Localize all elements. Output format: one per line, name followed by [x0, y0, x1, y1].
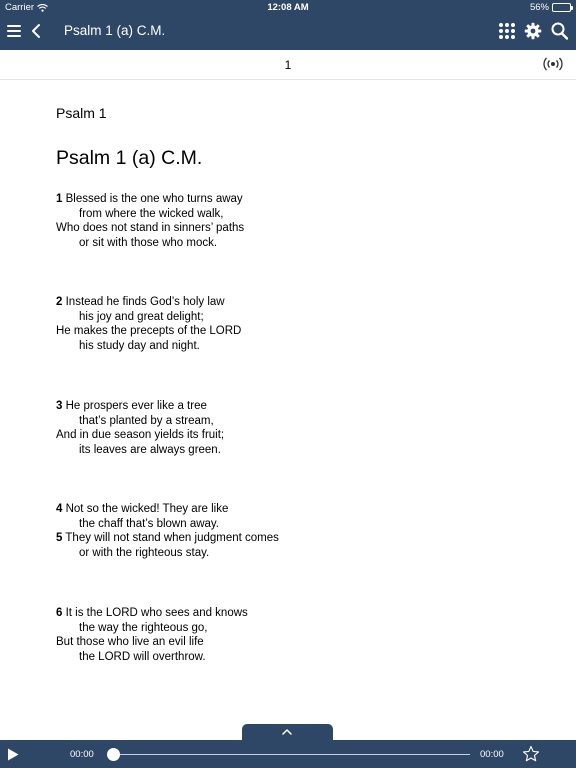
psalm-heading: Psalm 1 — [56, 105, 107, 121]
verse-line — [56, 207, 244, 222]
menu-icon[interactable] — [7, 25, 21, 37]
verse-line — [56, 621, 248, 636]
status-time: 12:08 AM — [267, 2, 309, 13]
verse-line — [56, 339, 241, 354]
star-icon[interactable] — [522, 745, 540, 763]
verse-text: his study day and night. — [79, 339, 200, 352]
verse-text: from where the wicked walk, — [79, 207, 224, 220]
verse-text: But those who live an evil life — [56, 636, 204, 649]
audio-player — [0, 740, 576, 768]
verse-line — [56, 414, 224, 429]
expand-player-tab[interactable] — [242, 724, 333, 740]
verse-line — [56, 192, 244, 207]
stanza — [56, 192, 244, 250]
current-time: 00:00 — [70, 749, 94, 760]
verse-number: 1 — [56, 193, 63, 205]
verse-number: 6 — [56, 607, 63, 619]
verse-line — [56, 546, 279, 561]
verse-text: It is the LORD who sees and knows — [62, 607, 248, 619]
verse-line — [56, 295, 241, 310]
verse-text: They will not stand when judgment comes — [62, 532, 279, 545]
broadcast-icon[interactable] — [543, 57, 563, 71]
verse-text: that’s planted by a stream, — [79, 414, 214, 427]
play-icon[interactable] — [7, 748, 19, 761]
carrier-label: Carrier — [5, 2, 35, 13]
verse-text: the LORD will overthrow. — [79, 650, 206, 663]
battery-indicator — [530, 2, 571, 13]
verse-number: 4 — [56, 503, 63, 515]
verse-text: the way the righteous go, — [79, 621, 208, 634]
verse-number: 5 — [56, 532, 63, 545]
verse-line — [56, 221, 244, 236]
top-bar — [0, 0, 576, 50]
verse-line — [56, 428, 224, 443]
verse-text: Instead he finds God’s holy law — [62, 296, 225, 308]
verse-line — [56, 399, 224, 414]
verse-text: And in due season yields its fruit; — [56, 429, 225, 442]
page-title: Psalm 1 (a) C.M. — [64, 23, 166, 38]
verse-line — [56, 606, 248, 621]
verse-number: 2 — [56, 296, 63, 308]
verse-text: its leaves are always green. — [79, 443, 221, 456]
stanza — [56, 502, 279, 560]
verse-text: Not so the wicked! They are like — [62, 503, 229, 515]
verse-text: or with the righteous stay. — [79, 546, 210, 559]
verse-line — [56, 236, 244, 251]
chevron-left-icon[interactable] — [30, 23, 42, 39]
verse-line — [56, 502, 279, 517]
search-icon[interactable] — [551, 22, 568, 40]
verse-number: 3 — [56, 400, 63, 412]
gear-icon[interactable] — [524, 22, 542, 40]
grid-icon[interactable] — [499, 23, 515, 39]
psalm-title: Psalm 1 (a) C.M. — [56, 147, 203, 169]
status-bar — [0, 0, 576, 14]
battery-percent: 56% — [529, 2, 549, 13]
chapter-bar — [0, 50, 576, 80]
verse-line — [56, 531, 279, 546]
stanza — [56, 399, 224, 457]
verse-text: Who does not stand in sinners’ paths — [56, 222, 245, 235]
chevron-up-icon — [282, 728, 292, 735]
verse-line — [56, 517, 279, 532]
verse-text: Blessed is the one who turns away — [62, 193, 243, 205]
verse-line — [56, 650, 248, 665]
verse-line — [56, 443, 224, 458]
verse-text: He makes the precepts of the LORD — [56, 325, 242, 338]
verse-text: or sit with those who mock. — [79, 236, 218, 249]
verse-text: the chaff that’s blown away. — [79, 517, 220, 530]
seek-thumb[interactable] — [107, 748, 120, 761]
verse-text: his joy and great delight; — [79, 310, 204, 323]
total-time: 00:00 — [480, 749, 504, 760]
stanza — [56, 606, 248, 664]
verse-text: He prospers ever like a tree — [62, 400, 207, 412]
nav-bar — [0, 14, 576, 50]
stanza — [56, 295, 241, 353]
verse-line — [56, 310, 241, 325]
verse-line — [56, 324, 241, 339]
battery-icon — [552, 3, 571, 12]
chapter-number[interactable]: 1 — [284, 58, 292, 72]
seek-slider[interactable] — [108, 754, 470, 755]
verse-line — [56, 635, 248, 650]
